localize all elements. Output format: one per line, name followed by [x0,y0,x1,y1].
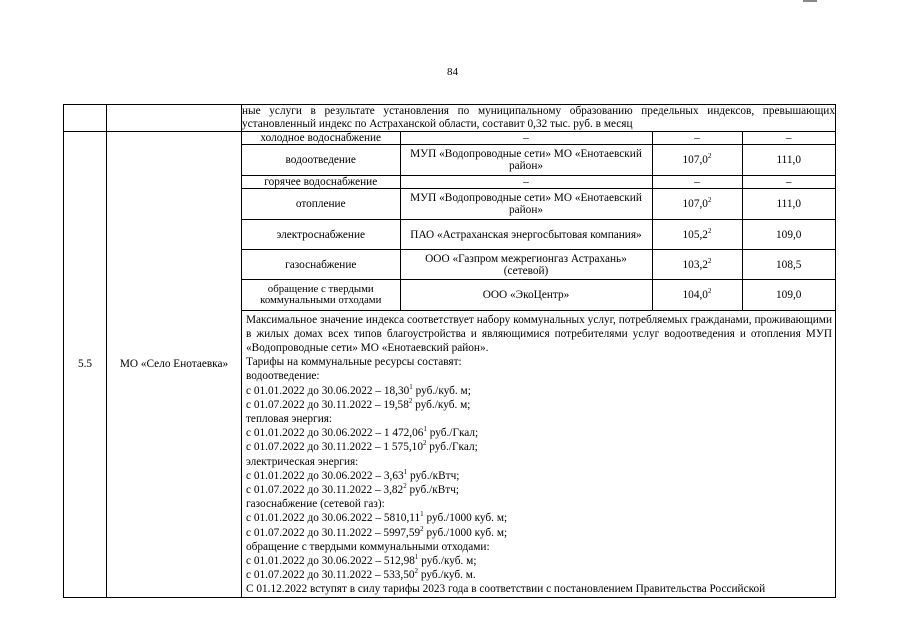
services-cell [242,132,836,311]
tariff-line [246,398,832,412]
tariff-groups [246,369,832,582]
service-provider: – [400,176,652,189]
municipality-row [64,132,836,311]
carry-empty-number-cell [64,105,107,132]
index-value: 107,0 [682,154,708,166]
tariff-line [246,426,832,440]
tariff-group-title: обращение с твердыми коммунальными отходами: [246,540,490,553]
tariff-unit: руб./1000 куб. м; [423,526,508,539]
tariff-unit: руб./Гкал; [426,441,478,454]
service-limit: 111,0 [742,189,835,220]
service-index [652,250,742,280]
tariff-unit: руб./куб. м; [412,398,471,411]
footnote-ref: 2 [707,286,712,295]
service-name: горячее водоснабжение [242,176,400,189]
service-index [652,220,742,250]
service-name: водоотведение [242,145,400,176]
service-index [652,280,742,310]
service-index [652,132,742,145]
service-limit: 109,0 [742,280,835,310]
tariff-group-title: тепловая энергия: [246,412,333,425]
tariff-unit: руб./1000 куб. м; [423,512,508,525]
service-row [242,189,835,220]
service-provider: МУП «Водопроводные сети» МО «Енотаевский район» [400,189,652,220]
service-name: газоснабжение [242,250,400,280]
footnote-ref: 2 [414,567,418,576]
tariff-group-title: электрическая энергия: [246,455,359,468]
service-provider: – [400,132,652,145]
service-index [652,176,742,189]
note-last-line: С 01.12.2022 вступят в силу тарифы 2023 года в соответствии с постановлением Правительства Российской [246,583,766,596]
tariff-unit: руб./кВтч; [407,469,460,482]
municipality-name: МО «Село Енотаевка» [107,132,242,598]
tariff-line [246,483,832,497]
service-row [242,176,835,189]
tariffs-heading: Тарифы на коммунальные ресурсы составят: [246,356,462,369]
service-name: отопление [242,189,400,220]
index-value: 107,0 [682,198,708,210]
service-limit: 108,5 [742,250,835,280]
footnote-ref: 2 [707,226,712,235]
service-provider: ООО «Газпром межрегионгаз Астрахань» (сетевой) [400,250,652,280]
service-name: обращение с твердыми коммунальными отходами [242,280,400,310]
tariff-line [246,511,832,525]
scan-corner-mark [803,0,817,2]
tariff-period-value: с 01.07.2022 до 30.11.2022 – 5997,59 [246,526,421,539]
service-row [242,145,835,176]
tariff-period-value: с 01.07.2022 до 30.11.2022 – 533,50 [246,569,415,582]
footnote-ref: 1 [409,382,413,391]
footnote-ref: 2 [707,152,712,160]
tariff-unit: руб./куб. м; [418,554,477,567]
service-provider: ООО «ЭкоЦентр» [400,280,652,310]
tariff-line [246,384,832,398]
tariff-line [246,440,832,454]
tariff-period-value: с 01.01.2022 до 30.06.2022 – 18,30 [246,384,410,397]
service-row [242,250,835,280]
index-value: – [694,176,700,188]
tariff-period-value: с 01.01.2022 до 30.06.2022 – 3,63 [246,469,404,482]
service-limit: 111,0 [742,145,835,176]
service-provider: МУП «Водопроводные сети» МО «Енотаевский район» [400,145,652,176]
index-table [63,104,836,598]
tariff-group-title: газоснабжение (сетевой газ): [246,498,385,511]
service-provider: ПАО «Астраханская энергосбытовая компания» [400,220,652,250]
index-value: 105,2 [682,228,708,241]
note-cell [242,310,836,597]
tariff-unit: руб./куб. м. [418,569,476,582]
carry-empty-name-cell [107,105,242,132]
footnote-ref: 2 [403,481,407,490]
footnote-ref: 1 [403,467,408,476]
tariff-period-value: с 01.07.2022 до 30.11.2022 – 1 575,10 [246,441,423,454]
carry-over-text: ные услуги в результате установления по муниципальному образованию предельных индексов, превышающих установленный индекс по Астраханской области, составит 0,32 тыс. руб. в месяц [242,105,835,130]
service-limit: – [742,132,835,145]
carry-over-row [64,105,836,132]
tariff-line [246,568,832,582]
tariff-group-title: водоотведение: [246,370,320,383]
footnote-ref: 2 [707,256,712,265]
footnote-ref: 1 [414,552,419,561]
footnote-ref: 1 [423,425,427,434]
tariff-line [246,526,832,540]
service-row [242,220,835,250]
tariff-period-value: с 01.01.2022 до 30.06.2022 – 1 472,06 [246,427,424,440]
tariff-period-value: с 01.01.2022 до 30.06.2022 – 512,98 [246,554,415,567]
index-value: – [694,132,700,144]
service-name: холодное водоснабжение [242,132,400,145]
page-number: 84 [447,66,458,78]
footnote-ref: 2 [408,396,413,405]
tariff-period-value: с 01.01.2022 до 30.06.2022 – 5810,11 [246,512,421,525]
footnote-ref: 2 [707,196,712,204]
tariff-line [246,469,832,483]
tariff-line [246,554,832,568]
service-limit: – [742,176,835,189]
tariff-unit: руб./Гкал; [426,427,479,440]
footnote-ref: 2 [420,524,424,533]
tariff-unit: руб./кВтч; [406,483,460,496]
tariff-period-value: с 01.07.2022 до 30.11.2022 – 19,58 [246,398,409,411]
service-index [652,145,742,176]
footnote-ref: 2 [422,439,427,448]
tariff-unit: руб./куб. м; [412,384,471,397]
service-name: электроснабжение [242,220,400,250]
row-number: 5.5 [64,132,107,598]
index-value: 103,2 [682,258,708,271]
service-row [242,132,835,145]
index-value: 104,0 [682,288,708,301]
tariff-period-value: с 01.07.2022 до 30.11.2022 – 3,82 [246,483,404,496]
service-row [242,280,835,310]
service-index [652,189,742,220]
service-limit: 109,0 [742,220,835,250]
footnote-ref: 1 [420,510,424,519]
note-intro: Максимальное значение индекса соответствует набору коммунальных услуг, потребляемых гражданами, проживающими в жилых домах всех типов благоустройства и являющимися потребителями услуг водоотведения и отопления МУП «Водопроводные сети» МО «Енотаевский район». [246,313,832,354]
services-table [242,132,835,310]
